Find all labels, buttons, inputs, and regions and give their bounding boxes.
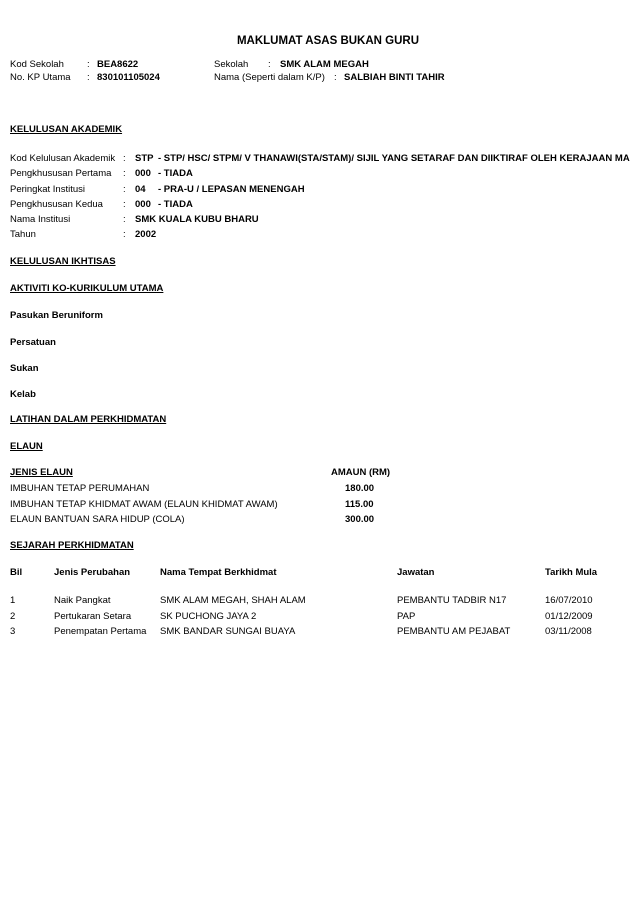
colon: :	[123, 229, 126, 240]
sejarah-col-tempat: Nama Tempat Berkhidmat	[160, 567, 277, 578]
kp-label: No. KP Utama	[10, 72, 71, 83]
sejarah-col-bil: Bil	[10, 567, 23, 578]
colon: :	[87, 72, 90, 83]
kp-value: 830101105024	[97, 72, 160, 83]
colon: :	[123, 199, 126, 210]
akademik-label: Tahun	[10, 229, 36, 240]
colon: :	[87, 59, 90, 70]
colon: :	[268, 59, 271, 70]
kod-sekolah-value: BEA8622	[97, 59, 139, 70]
sejarah-jawatan: PEMBANTU AM PEJABAT	[397, 626, 511, 637]
sejarah-jenis: Pertukaran Setara	[54, 611, 132, 622]
nama-label: Nama (Seperti dalam K/P)	[214, 72, 325, 83]
subheading-kelab: Kelab	[10, 389, 36, 400]
kod-sekolah-label: Kod Sekolah	[10, 59, 64, 70]
sejarah-tempat: SMK ALAM MEGAH, SHAH ALAM	[160, 595, 306, 606]
section-heading-kokurikulum: AKTIVITI KO-KURIKULUM UTAMA	[10, 283, 164, 294]
akademik-label: Peringkat Institusi	[10, 184, 85, 195]
subheading-persatuan: Persatuan	[10, 337, 56, 348]
akademik-label: Kod Kelulusan Akademik	[10, 153, 116, 164]
colon: :	[123, 153, 126, 164]
section-heading-akademik: KELULUSAN AKADEMIK	[10, 124, 123, 135]
elaun-jenis: IMBUHAN TETAP PERUMAHAN	[10, 483, 150, 494]
akademik-desc: - TIADA	[158, 199, 193, 210]
nama-value: SALBIAH BINTI TAHIR	[344, 72, 445, 83]
sejarah-tarikh: 16/07/2010	[545, 595, 593, 606]
elaun-jenis: IMBUHAN TETAP KHIDMAT AWAM (ELAUN KHIDMAT AWAM)	[10, 499, 278, 510]
akademik-label: Pengkhususan Pertama	[10, 168, 112, 179]
akademik-code: SMK KUALA KUBU BHARU	[135, 214, 259, 225]
section-heading-elaun: ELAUN	[10, 441, 43, 452]
colon: :	[123, 184, 126, 195]
akademik-desc: - STP/ HSC/ STPM/ V THANAWI(STA/STAM)/ SIJIL YANG SETARAF DAN DIIKTIRAF OLEH KERAJAAN MA	[158, 153, 630, 164]
sejarah-jawatan: PEMBANTU TADBIR N17	[397, 595, 507, 606]
akademik-code: 04	[135, 184, 146, 195]
sejarah-col-jenis: Jenis Perubahan	[54, 567, 131, 578]
colon: :	[123, 168, 126, 179]
sekolah-label: Sekolah	[214, 59, 249, 70]
akademik-label: Pengkhususan Kedua	[10, 199, 103, 210]
sejarah-bil: 1	[10, 595, 16, 606]
akademik-code: 000	[135, 168, 151, 179]
akademik-code: 2002	[135, 229, 157, 240]
sejarah-bil: 3	[10, 626, 16, 637]
sejarah-jenis: Penempatan Pertama	[54, 626, 147, 637]
section-heading-latihan: LATIHAN DALAM PERKHIDMATAN	[10, 414, 167, 425]
akademik-code: STP	[135, 153, 154, 164]
akademik-label: Nama Institusi	[10, 214, 71, 225]
sejarah-jenis: Naik Pangkat	[54, 595, 111, 606]
subheading-pasukan: Pasukan Beruniform	[10, 310, 103, 321]
page-title: MAKLUMAT ASAS BUKAN GURU	[236, 35, 420, 47]
elaun-col-amaun: AMAUN (RM)	[331, 467, 391, 478]
sejarah-tempat: SK PUCHONG JAYA 2	[160, 611, 257, 622]
sejarah-tarikh: 01/12/2009	[545, 611, 593, 622]
sejarah-bil: 2	[10, 611, 16, 622]
sekolah-value: SMK ALAM MEGAH	[280, 59, 369, 70]
section-heading-sejarah: SEJARAH PERKHIDMATAN	[10, 540, 134, 551]
colon: :	[123, 214, 126, 225]
elaun-amaun: 115.00	[345, 499, 374, 510]
elaun-amaun: 300.00	[345, 514, 375, 525]
section-heading-ikhtisas: KELULUSAN IKHTISAS	[10, 256, 116, 267]
subheading-sukan: Sukan	[10, 363, 39, 374]
elaun-col-jenis: JENIS ELAUN	[10, 467, 73, 478]
sejarah-tempat: SMK BANDAR SUNGAI BUAYA	[160, 626, 296, 637]
colon: :	[334, 72, 337, 83]
sejarah-tarikh: 03/11/2008	[545, 626, 592, 637]
akademik-desc: - PRA-U / LEPASAN MENENGAH	[158, 184, 305, 195]
akademik-code: 000	[135, 199, 151, 210]
sejarah-col-jawatan: Jawatan	[397, 567, 435, 578]
elaun-jenis: ELAUN BANTUAN SARA HIDUP (COLA)	[10, 514, 185, 525]
sejarah-col-tarikh: Tarikh Mula	[545, 567, 598, 578]
akademik-desc: - TIADA	[158, 168, 193, 179]
sejarah-jawatan: PAP	[397, 611, 416, 622]
elaun-amaun: 180.00	[345, 483, 375, 494]
